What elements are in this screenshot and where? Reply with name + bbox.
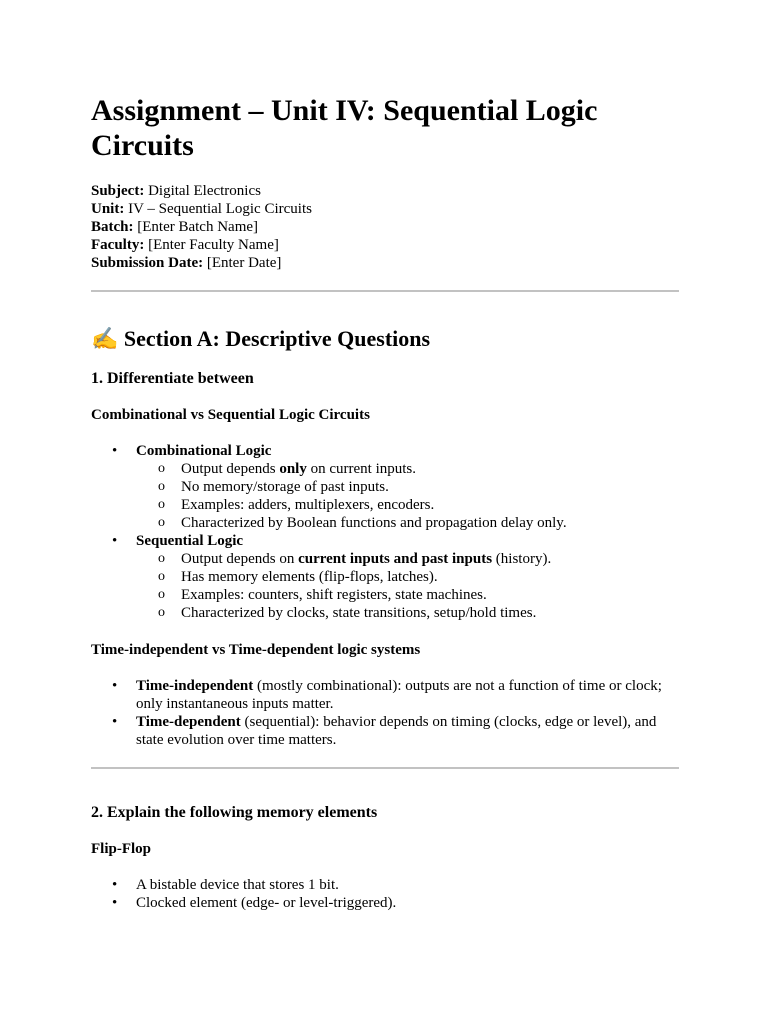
item-text: Output depends xyxy=(181,461,280,477)
page-title: Assignment – Unit IV: Sequential Logic Circuits xyxy=(91,94,598,162)
meta-batch xyxy=(91,218,679,236)
item-text: Examples: adders, multiplexers, encoders. xyxy=(181,497,435,513)
bullet-icon: • xyxy=(112,533,118,549)
meta-submission-date xyxy=(91,254,679,272)
sub-list-item xyxy=(136,478,679,496)
subheading-comb-vs-seq: Combinational vs Sequential Logic Circuits xyxy=(91,407,370,423)
list-item-label: Sequential Logic xyxy=(136,533,244,549)
writing-hand-icon: ✍ xyxy=(91,326,119,351)
item-text: Output depends on xyxy=(181,551,299,567)
sub-list xyxy=(136,550,679,622)
item-text: Clocked element (edge- or level-triggered). xyxy=(136,895,397,911)
item-text: A bistable device that stores 1 bit. xyxy=(136,877,339,893)
circle-bullet-icon: o xyxy=(158,515,165,530)
item-emphasis: Time-independent xyxy=(136,678,254,694)
sub-list-item xyxy=(136,496,679,514)
meta-value: [Enter Faculty Name] xyxy=(148,237,279,253)
item-text: Has memory elements (flip-flops, latches). xyxy=(181,569,438,585)
list-item xyxy=(91,677,679,713)
item-text: (history). xyxy=(492,551,552,567)
circle-bullet-icon: o xyxy=(158,587,165,602)
circle-bullet-icon: o xyxy=(158,479,165,494)
meta-unit xyxy=(91,200,679,218)
bullet-icon: • xyxy=(112,678,118,694)
item-text: Examples: counters, shift registers, state machines. xyxy=(181,587,487,603)
bullet-icon: • xyxy=(112,895,118,911)
item-text: (sequential): behavior depends on timing (clocks, edge or level), and state evolution over time matters. xyxy=(136,714,657,748)
question-2-heading: 2. Explain the following memory elements xyxy=(91,804,378,821)
circle-bullet-icon: o xyxy=(158,551,165,566)
meta-value: Digital Electronics xyxy=(148,183,261,199)
section-a-heading xyxy=(91,326,679,352)
list-item xyxy=(91,876,679,894)
subheading-flip-flop: Flip-Flop xyxy=(91,841,152,857)
sub-list-item xyxy=(136,460,679,478)
sub-list-item xyxy=(136,550,679,568)
item-text: on current inputs. xyxy=(306,461,416,477)
meta-label: Batch: xyxy=(91,219,134,235)
item-emphasis: only xyxy=(279,461,307,477)
item-text: Characterized by clocks, state transitions, setup/hold times. xyxy=(181,605,537,621)
circle-bullet-icon: o xyxy=(158,569,165,584)
comb-seq-list xyxy=(91,442,679,622)
sub-list xyxy=(136,460,679,532)
meta-label: Unit: xyxy=(91,201,125,217)
item-text: (mostly combinational): outputs are not a function of time or clock; only instantaneous inputs matter. xyxy=(136,678,662,712)
subheading-time-dependence: Time-independent vs Time-dependent logic systems xyxy=(91,642,421,658)
meta-value: [Enter Batch Name] xyxy=(137,219,259,235)
list-item xyxy=(91,442,679,532)
list-item xyxy=(91,713,679,749)
list-item xyxy=(91,532,679,622)
circle-bullet-icon: o xyxy=(158,497,165,512)
section-divider xyxy=(91,290,679,292)
question-1-heading: 1. Differentiate between xyxy=(91,370,254,387)
list-item-label: Combinational Logic xyxy=(136,443,272,459)
item-text: Characterized by Boolean functions and propagation delay only. xyxy=(181,515,567,531)
meta-value: [Enter Date] xyxy=(206,255,282,271)
meta-label: Submission Date: xyxy=(91,255,204,271)
item-text: No memory/storage of past inputs. xyxy=(181,479,389,495)
meta-subject xyxy=(91,182,679,200)
circle-bullet-icon: o xyxy=(158,605,165,620)
sub-list-item xyxy=(136,568,679,586)
flip-flop-list xyxy=(91,876,679,912)
sub-list-item xyxy=(136,586,679,604)
bullet-icon: • xyxy=(112,443,118,459)
item-emphasis: current inputs and past inputs xyxy=(298,551,493,567)
meta-value: IV – Sequential Logic Circuits xyxy=(128,201,312,217)
meta-label: Subject: xyxy=(91,183,145,199)
list-item xyxy=(91,894,679,912)
section-a-title: Section A: Descriptive Questions xyxy=(123,326,431,351)
bullet-icon: • xyxy=(112,877,118,893)
time-dependence-list xyxy=(91,677,679,749)
sub-list-item xyxy=(136,514,679,532)
circle-bullet-icon: o xyxy=(158,461,165,476)
meta-faculty xyxy=(91,236,679,254)
section-divider xyxy=(91,767,679,769)
bullet-icon: • xyxy=(112,714,118,730)
meta-label: Faculty: xyxy=(91,237,145,253)
assignment-meta xyxy=(91,182,679,272)
document-body xyxy=(91,93,679,912)
item-emphasis: Time-dependent xyxy=(136,714,241,730)
sub-list-item xyxy=(136,604,679,622)
